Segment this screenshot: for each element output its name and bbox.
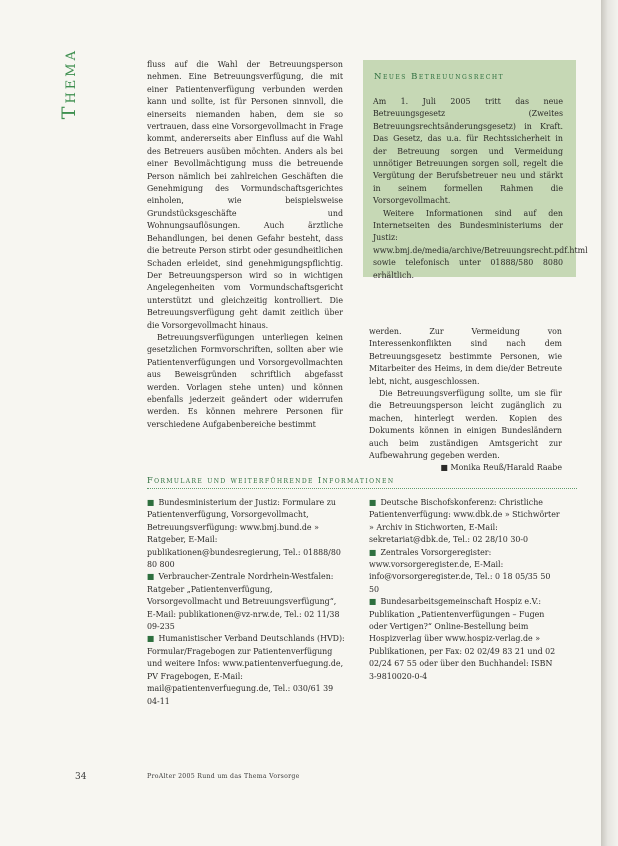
resource-item xyxy=(147,571,347,633)
left-paragraph-2: Betreuungsverfügungen unterliegen keinen gesetzlichen Formvorschriften, sollten aber wie Patientenverfügungen und Vorsorgevollmachten aus Beweisgründen schriftlich abgefasst werden. Vorlagen stehe unten) und können ebenfalls jederzeit geändert oder widerrufen werden. Es können mehrere Personen für verschiedene Aufgabenbereiche bestimmt xyxy=(147,332,343,429)
resource-item-text: Zentrales Vorsorgeregister: www.vorsorgeregister.de, E-Mail: info@vorsorgeregister.de, Tel.: 0 18 05/35 50 50 xyxy=(369,547,551,594)
right-paragraph-2: Die Betreuungsverfügung sollte, um sie für die Betreuungsperson leicht zugänglich zu machen, hinterlegt werden. Kopien des Dokuments können in einigen Bundesländern auch beim zuständigen Amtsgericht zur Aufbewahrung gegeben werden. xyxy=(369,389,562,461)
resource-item-text: Bundesministerium der Justiz: Formulare zu Patientenverfügung, Vorsorgevollmacht, Betreuungsverfügung: www.bmj.bund.de » Ratgeber, E-Mail: publikationen@bundesregierung, Tel.: 01888/80 80 800 xyxy=(147,498,341,570)
resource-item xyxy=(369,596,562,683)
bullet-icon: ■ xyxy=(369,597,377,607)
info-box-paragraph-1: Am 1. Juli 2005 tritt das neue Betreuungsgesetz (Zweites Betreuungsrechtsänderungsgesetz) in Kraft. Das Gesetz, das u.a. für Rechtssicherheit in der Betreuung sorgen und Vermeidung unnötiger Betreuungen sorgen soll, regelt die Vergütung der Berufsbetreuer neu und stärkt in seinem formellen Rahmen die Vorsorgevollmacht. xyxy=(373,97,563,206)
left-paragraph-1: fluss auf die Wahl der Betreuungsperson nehmen. Eine Betreuungsverfügung, die mit einer Patientenverfügung verbunden werden kann und sollte, ist für Personen sinnvoll, die einerseits niemanden haben, dem sie so vertrauen, dass eine Vorsorgevollmacht in Frage kommt, andererseits aber Einfluss auf die Wahl des Betreuers ausüben möchten. Anders als bei einer Bevollmächtigung muss die betreuende Person nämlich bei zahlreichen Geschäften die Genehmigung des Vormundschaftsgerichtes einholen, wie beispielsweise Grundstücksgeschäfte und Wohnungsauflösungen. Auch ärztliche Behandlungen, bei denen Gefahr besteht, dass die betreute Person stirbt oder gesundheitlichen Schaden erleidet, sind genehmigungspflichtig. Der Betreuungsperson wird so in wichtigen Angelegenheiten vom Vormundschaftsgericht unterstützt und gleichzeitig kontrolliert. Die Betreuungsverfügung geht damit zeitlich über die Vorsorgevollmacht hinaus. xyxy=(147,60,343,330)
info-box-paragraph-2: Weitere Informationen sind auf den Internetseiten des Bundesministeriums der Justiz: www.bmj.de/media/archive/Betreuungsrecht.pdf.html sowie telefonisch unter 01888/580 8080 erhältlich. xyxy=(373,208,588,280)
resource-item-text: Bundesarbeitsgemeinschaft Hospiz e.V.: Publikation „Patientenverfügungen – Fugen oder Vertigen?“ Online-Bestellung beim Hospizverlag über www.hospiz-verlag.de » Publikationen, per Fax: 02 02/49 83 21 und 02 02/24 67 55 oder über den Buchhandel: ISBN 3-9810020-0-4 xyxy=(369,597,556,681)
info-box-title: Neues Betreuungsrecht xyxy=(374,72,505,82)
running-footer: ProAlter 2005 Rund um das Thema Vorsorge xyxy=(147,773,300,780)
left-column xyxy=(147,59,343,431)
bullet-icon: ■ xyxy=(147,634,155,644)
right-column xyxy=(369,326,562,475)
resource-item xyxy=(369,547,562,597)
article-authors: ■ Monika Reuß/Harald Raabe xyxy=(440,463,562,473)
resource-item-text: Deutsche Bischofskonferenz: Christliche Patientenverfügung: www.dbk.de » Stichwörter » Archiv in Stichworten, E-Mail: sekretariat@dbk.de, Tel.: 02 28/10 30-0 xyxy=(369,498,560,545)
right-paragraph-1: werden. Zur Vermeidung von Interessenkonflikten sind nach dem Betreuungsgesetz bestimmte Personen, wie Mitarbeiter des Heims, in dem die/der Betreute lebt, nicht, ausgeschlossen. xyxy=(369,327,562,386)
resources-right-column xyxy=(369,497,562,683)
resources-divider xyxy=(147,488,577,489)
resource-item xyxy=(147,633,347,707)
bullet-icon: ■ xyxy=(369,547,377,557)
resource-item-text: Verbraucher-Zentrale Nordrhein-Westfalen: Ratgeber „Patientenverfügung, Vorsorgevollmacht und Betreuungsverfügung“, E-Mail: publikationen@vz-nrw.de, Tel.: 02 11/38 09-235 xyxy=(147,572,340,632)
page-number: 34 xyxy=(75,772,87,782)
resource-item xyxy=(147,497,347,571)
info-box-new-law xyxy=(363,60,588,280)
bullet-icon: ■ xyxy=(369,498,377,507)
resource-item xyxy=(369,497,562,547)
bullet-icon: ■ xyxy=(147,572,155,582)
resources-left-column xyxy=(147,497,347,708)
section-label: Thema xyxy=(58,48,80,120)
resource-item-text: Humanistischer Verband Deutschlands (HVD): Formular/Fragebogen zur Patientenverfügung und weitere Infos: www.patientenverfuegung.de, PV Fragebogen, E-Mail: mail@patientenverfuegung.de, Tel.: 030/61 39 04-11 xyxy=(147,634,345,706)
info-box-body xyxy=(373,96,588,282)
bullet-icon: ■ xyxy=(147,498,155,507)
resources-heading: Formulare und weiterführende Informationen xyxy=(147,475,395,485)
page-edge-shadow xyxy=(601,0,618,846)
